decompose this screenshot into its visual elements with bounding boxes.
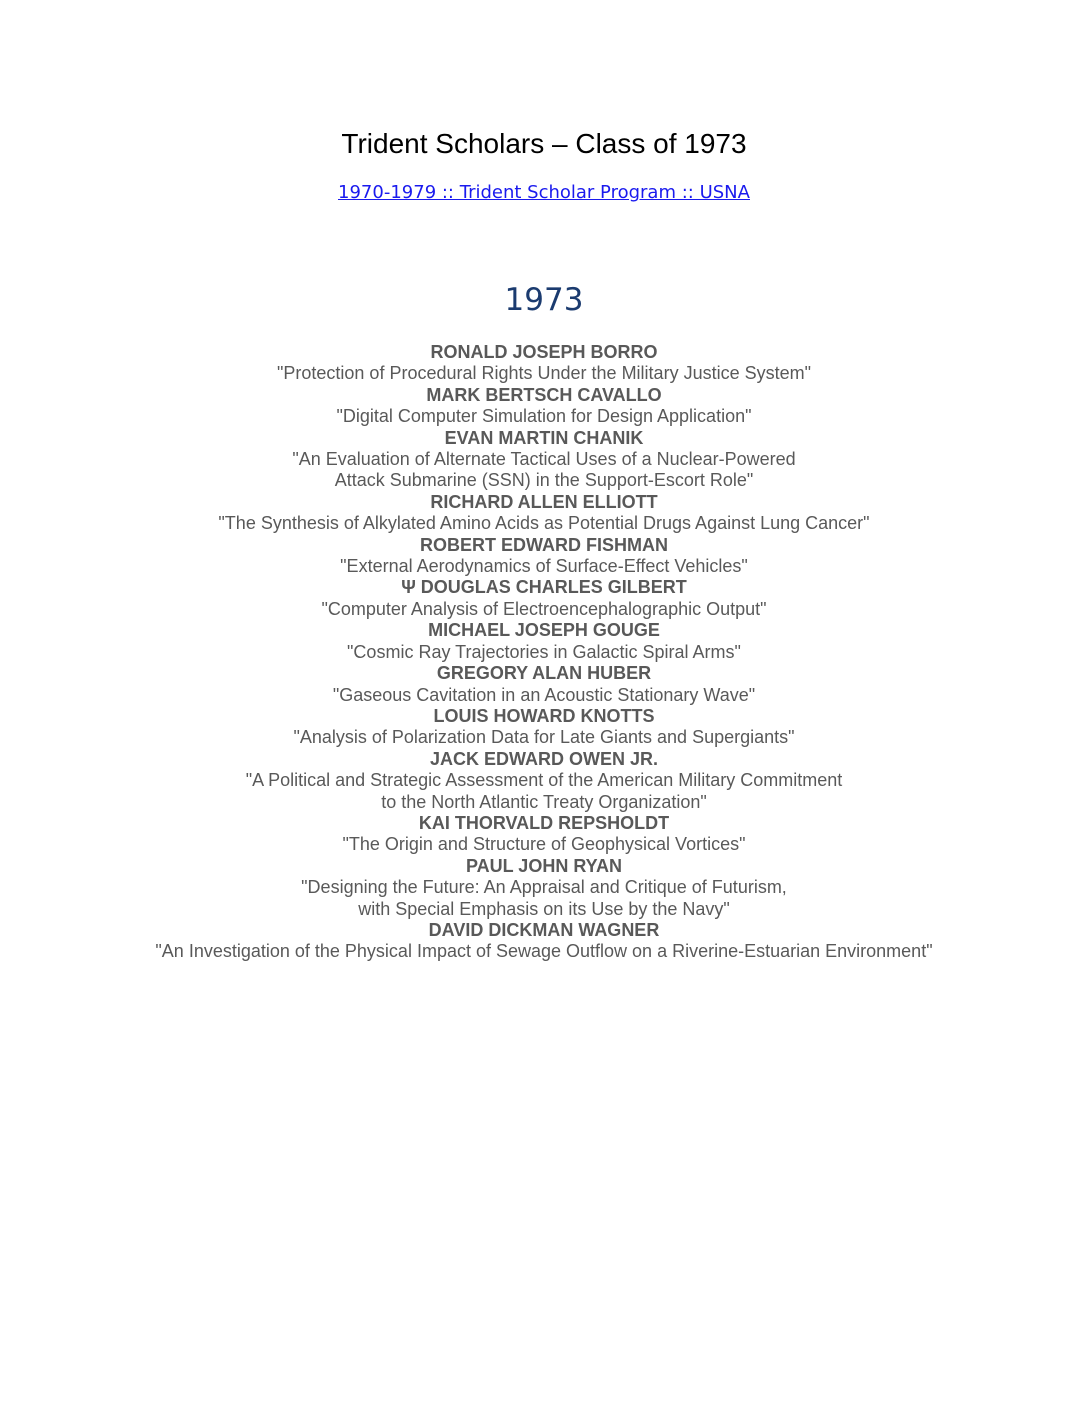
scholar-entry bbox=[0, 492, 1088, 535]
project-title-line: "An Evaluation of Alternate Tactical Uses of a Nuclear-Powered bbox=[292, 449, 796, 470]
project-title-line: "The Origin and Structure of Geophysical Vortices" bbox=[342, 834, 746, 855]
scholar-name: MICHAEL JOSEPH GOUGE bbox=[428, 620, 660, 641]
project-title-line: "Computer Analysis of Electroencephalographic Output" bbox=[321, 598, 767, 619]
scholar-name: PAUL JOHN RYAN bbox=[465, 855, 623, 876]
scholar-name: RICHARD ALLEN ELLIOTT bbox=[430, 491, 658, 512]
project-title-line: Attack Submarine (SSN) in the Support-Escort Role" bbox=[334, 470, 754, 491]
scholar-entry bbox=[0, 428, 1088, 492]
project-title-line: "Designing the Future: An Appraisal and Critique of Futurism, bbox=[301, 877, 787, 898]
year-heading: 1973 bbox=[504, 282, 584, 318]
scholar-entry bbox=[0, 749, 1088, 813]
project-title-line: "The Synthesis of Alkylated Amino Acids as Potential Drugs Against Lung Cancer" bbox=[218, 513, 870, 534]
scholar-entry bbox=[0, 342, 1088, 385]
document-title: Trident Scholars – Class of 1973 bbox=[341, 128, 747, 159]
scholar-entry bbox=[0, 535, 1088, 578]
scholar-name: ROBERT EDWARD FISHMAN bbox=[420, 534, 668, 555]
project-title-line: "Digital Computer Simulation for Design Application" bbox=[336, 406, 752, 427]
scholar-name: EVAN MARTIN CHANIK bbox=[444, 427, 644, 448]
project-title-line: with Special Emphasis on its Use by the Navy" bbox=[358, 898, 730, 919]
project-title-line: "Cosmic Ray Trajectories in Galactic Spiral Arms" bbox=[347, 641, 741, 662]
scholar-name: Ψ DOUGLAS CHARLES GILBERT bbox=[401, 577, 687, 598]
scholar-name: LOUIS HOWARD KNOTTS bbox=[433, 705, 655, 726]
scholar-entry bbox=[0, 813, 1088, 856]
project-title-line: "Gaseous Cavitation in an Acoustic Stationary Wave" bbox=[332, 684, 756, 705]
scholar-name: MARK BERTSCH CAVALLO bbox=[426, 384, 662, 405]
scholar-entry bbox=[0, 620, 1088, 663]
project-title-line: "A Political and Strategic Assessment of the American Military Commitment bbox=[245, 770, 843, 791]
scholar-entry bbox=[0, 920, 1088, 963]
project-title-line: "Analysis of Polarization Data for Late Giants and Supergiants" bbox=[293, 727, 795, 748]
project-title-line: "Protection of Procedural Rights Under the Military Justice System" bbox=[277, 363, 811, 384]
program-link-container bbox=[0, 179, 1088, 207]
scholar-entry bbox=[0, 385, 1088, 428]
scholar-name: RONALD JOSEPH BORRO bbox=[430, 342, 658, 362]
scholar-entry bbox=[0, 706, 1088, 749]
scholar-name: GREGORY ALAN HUBER bbox=[436, 663, 652, 684]
scholar-entry bbox=[0, 663, 1088, 706]
scholar-name: KAI THORVALD REPSHOLDT bbox=[418, 812, 670, 833]
scholar-name: DAVID DICKMAN WAGNER bbox=[428, 919, 660, 940]
project-title-line: to the North Atlantic Treaty Organization" bbox=[381, 791, 707, 812]
scholar-entry bbox=[0, 856, 1088, 920]
project-title-line: "External Aerodynamics of Surface-Effect Vehicles" bbox=[340, 556, 748, 577]
scholar-list bbox=[0, 342, 1088, 963]
project-title-line: "An Investigation of the Physical Impact of Sewage Outflow on a Riverine-Estuarian Environment" bbox=[155, 941, 933, 962]
scholar-name: JACK EDWARD OWEN JR. bbox=[429, 748, 658, 769]
program-link[interactable]: 1970-1979 :: Trident Scholar Program :: USNA bbox=[338, 182, 750, 203]
scholar-entry bbox=[0, 577, 1088, 620]
